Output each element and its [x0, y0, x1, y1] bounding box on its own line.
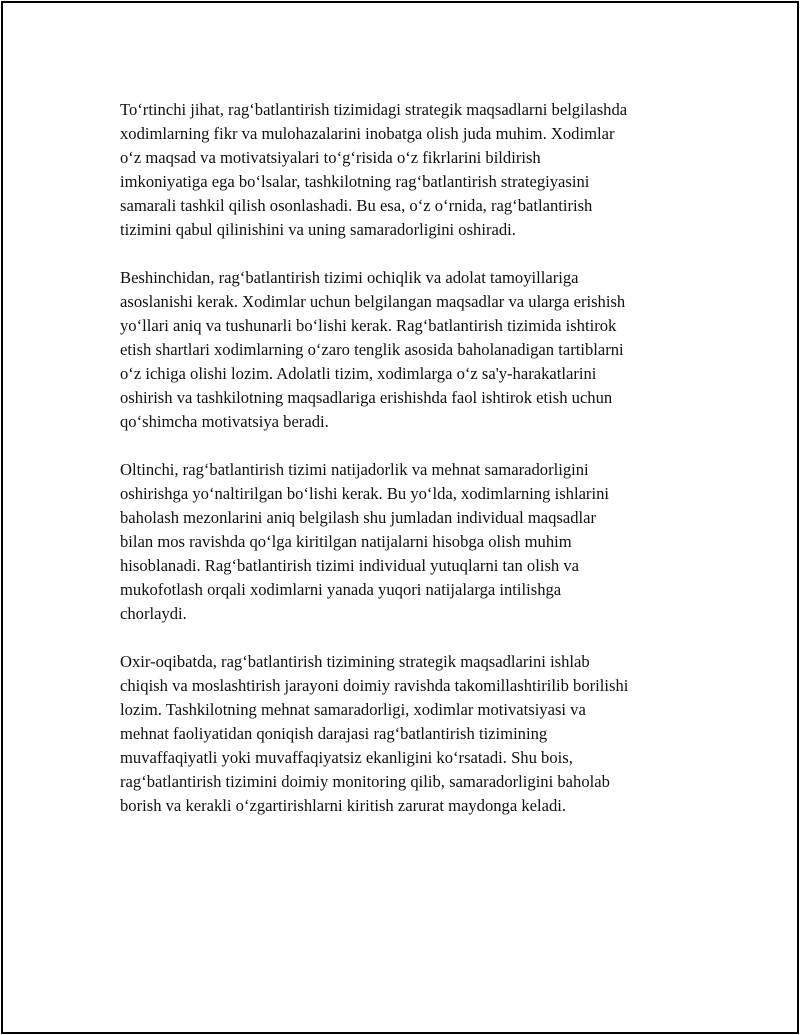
paragraph-1 — [120, 98, 700, 242]
text-line: chorlaydi. — [120, 604, 187, 623]
text-line: yo‘llari aniq va tushunarli bo‘lishi kerak. Rag‘batlantirish tizimida ishtirok — [120, 316, 617, 335]
text-line: To‘rtinchi jihat, rag‘batlantirish tizimidagi strategik maqsadlarni belgilashda — [120, 100, 628, 119]
text-line: mukofotlash orqali xodimlarni yanada yuqori natijalarga intilishga — [120, 580, 562, 599]
text-line: rag‘batlantirish tizimini doimiy monitoring qilib, samaradorligini baholab — [120, 772, 610, 791]
text-line: samarali tashkil qilish osonlashadi. Bu esa, o‘z o‘rnida, rag‘batlantirish — [120, 196, 593, 215]
text-line: oshirish va tashkilotning maqsadlariga erishishda faol ishtirok etish uchun — [120, 388, 613, 407]
text-line: hisoblanadi. Rag‘batlantirish tizimi individual yutuqlarni tan olish va — [120, 556, 580, 575]
page-frame — [1, 1, 799, 1034]
text-line: Oxir-oqibatda, rag‘batlantirish tizimining strategik maqsadlarini ishlab — [120, 652, 590, 671]
text-line: imkoniyatiga ega bo‘lsalar, tashkilotning rag‘batlantirish strategiyasini — [120, 172, 590, 191]
document-body — [120, 98, 700, 842]
text-line: xodimlarning fikr va mulohazalarini inobatga olish juda muhim. Xodimlar — [120, 124, 615, 143]
text-line: o‘z ichiga olishi lozim. Adolatli tizim, xodimlarga o‘z sa'y-harakatlarini — [120, 364, 597, 383]
text-line: qo‘shimcha motivatsiya beradi. — [120, 412, 329, 431]
text-line: Beshinchidan, rag‘batlantirish tizimi ochiqlik va adolat tamoyillariga — [120, 268, 579, 287]
text-line: oshirishga yo‘naltirilgan bo‘lishi kerak. Bu yo‘lda, xodimlarning ishlarini — [120, 484, 609, 503]
paragraph-2 — [120, 266, 700, 434]
text-line: baholash mezonlarini aniq belgilash shu jumladan individual maqsadlar — [120, 508, 597, 527]
text-line: lozim. Tashkilotning mehnat samaradorligi, xodimlar motivatsiyasi va — [120, 700, 586, 719]
text-line: borish va kerakli o‘zgartirishlarni kiritish zarurat maydonga keladi. — [120, 796, 567, 815]
text-line: tizimini qabul qilinishini va uning samaradorligini oshiradi. — [120, 220, 516, 239]
text-line: bilan mos ravishda qo‘lga kiritilgan natijalarni hisobga olish muhim — [120, 532, 572, 551]
text-line: Oltinchi, rag‘batlantirish tizimi natijadorlik va mehnat samaradorligini — [120, 460, 589, 479]
text-line: etish shartlari xodimlarning o‘zaro tenglik asosida baholanadigan tartiblarni — [120, 340, 624, 359]
text-line: mehnat faoliyatidan qoniqish darajasi rag‘batlantirish tizimining — [120, 724, 548, 743]
text-line: muvaffaqiyatli yoki muvaffaqiyatsiz ekanligini ko‘rsatadi. Shu bois, — [120, 748, 573, 767]
text-line: chiqish va moslashtirish jarayoni doimiy ravishda takomillashtirilib borilishi — [120, 676, 629, 695]
text-line: o‘z maqsad va motivatsiyalari to‘g‘risida o‘z fikrlarini bildirish — [120, 148, 541, 167]
paragraph-3 — [120, 458, 700, 626]
paragraph-4 — [120, 650, 700, 818]
text-line: asoslanishi kerak. Xodimlar uchun belgilangan maqsadlar va ularga erishish — [120, 292, 626, 311]
